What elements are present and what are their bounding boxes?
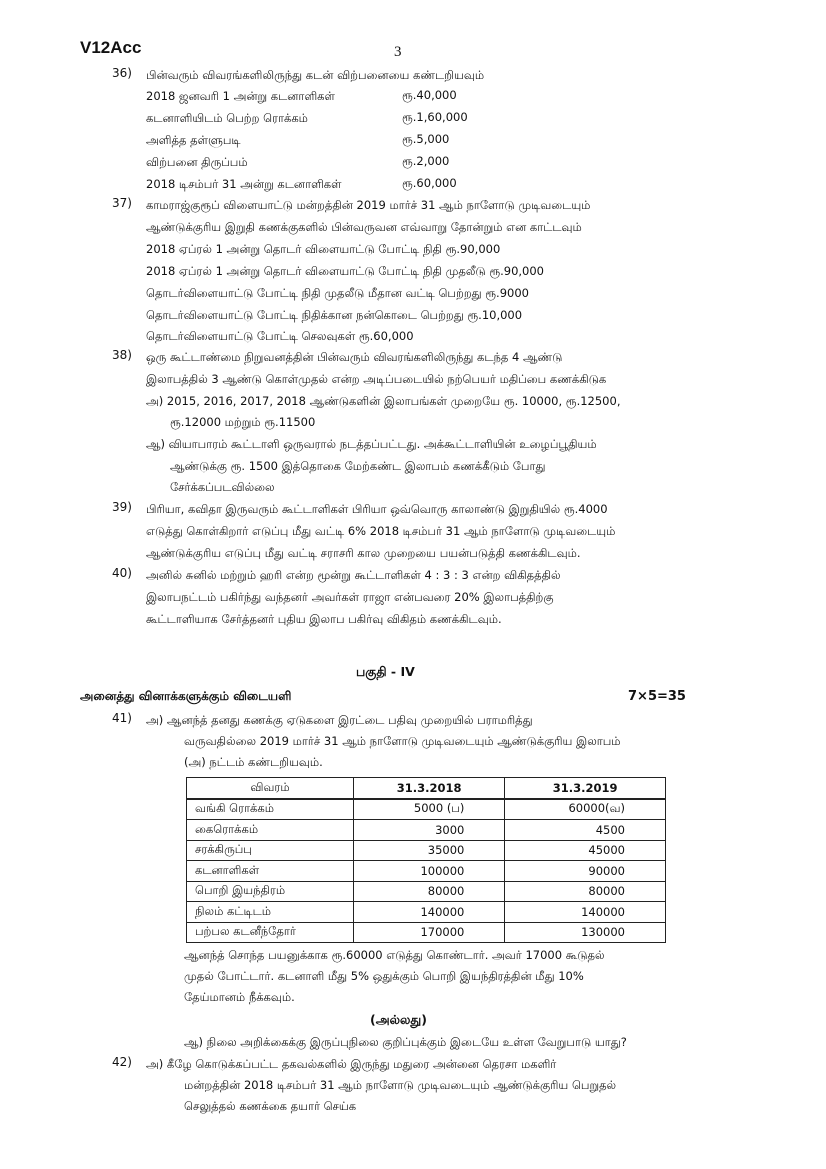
- table-row: [187, 902, 666, 923]
- q42-line: மன்றத்தின் 2018 டிசம்பர் 31 ஆம் நாளோடு முடிவடையும் ஆண்டுக்குரிய பெறுதல்: [184, 1078, 617, 1092]
- table-header-2018: 31.3.2018: [354, 778, 505, 799]
- q36-row-amount: ரூ.40,000: [402, 88, 457, 102]
- q41-line: (அ) நட்டம் கண்டறியவும்.: [184, 755, 323, 769]
- table-cell-value: 90000: [505, 861, 666, 882]
- q37-line: காமராஜ்குரூப் விளையாட்டு மன்றத்தின் 2019 மார்ச் 31 ஆம் நாளோடு முடிவடையும்: [146, 198, 591, 212]
- table-cell-value: 5000 (ப): [354, 799, 505, 820]
- table-row: [187, 861, 666, 882]
- table-cell-value: 3000: [354, 820, 505, 841]
- q37-line: 2018 ஏப்ரல் 1 அன்று தொடர் விளையாட்டு போட்டி நிதி முதலீடு ரூ.90,000: [146, 264, 545, 278]
- table-cell-label: சரக்கிருப்பு: [187, 840, 354, 861]
- q36-row-label: 2018 டிசம்பர் 31 அன்று கடனாளிகள்: [146, 177, 342, 191]
- table-header-row: [187, 778, 666, 799]
- table-cell-label: பொறி இயந்திரம்: [187, 881, 354, 902]
- table-row: [187, 840, 666, 861]
- q40-line: கூட்டாளியாக சேர்த்தனர் புதிய இலாப பகிர்வு விகிதம் கணக்கிடவும்.: [146, 612, 502, 626]
- table-cell-label: வங்கி ரொக்கம்: [187, 799, 354, 820]
- q36-intro: பின்வரும் விவரங்களிலிருந்து கடன் விற்பனையை கண்டறியவும்: [146, 68, 485, 82]
- q41-after-line: ஆனந்த் சொந்த பயனுக்காக ரூ.60000 எடுத்து கொண்டார். அவர் 17000 கூடுதல்: [184, 948, 605, 962]
- q39-line: ஆண்டுக்குரிய எடுப்பு மீது வட்டி சராசரி கால முறையை பயன்படுத்தி கணக்கிடவும்.: [146, 546, 581, 560]
- question-number-40: 40): [112, 566, 132, 580]
- table-cell-value: 35000: [354, 840, 505, 861]
- question-number-42: 42): [112, 1055, 132, 1069]
- q38-line: சேர்க்கப்படவில்லை: [170, 480, 275, 494]
- table-row: [187, 799, 666, 820]
- table-cell-value: 170000: [354, 922, 505, 943]
- table-cell-value: 60000(வ): [505, 799, 666, 820]
- q39-line: எடுத்து கொள்கிறார் எடுப்பு மீது வட்டி 6% 2018 டிசம்பர் 31 ஆம் நாளோடு முடிவடையும்: [146, 524, 616, 538]
- q38-line: ஒரு கூட்டாண்மை நிறுவனத்தின் பின்வரும் விவரங்களிலிருந்து கடந்த 4 ஆண்டு: [146, 350, 563, 364]
- q36-row-label: கடனாளியிடம் பெற்ற ரொக்கம்: [146, 111, 308, 125]
- q36-row-amount: ரூ.1,60,000: [402, 110, 468, 124]
- table-row: [187, 922, 666, 943]
- q40-line: அனில் சுனில் மற்றும் ஹரி என்ற மூன்று கூட்டாளிகள் 4 : 3 : 3 என்ற விகிதத்தில்: [146, 568, 561, 582]
- q41-line: வருவதில்லை 2019 மார்ச் 31 ஆம் நாளோடு முடிவடையும் ஆண்டுக்குரிய இலாபம்: [184, 734, 621, 748]
- table-cell-value: 45000: [505, 840, 666, 861]
- q41-after-line: தேய்மானம் நீக்கவும்.: [184, 990, 295, 1004]
- q38-line: ஆண்டுக்கு ரூ. 1500 இத்தொகை மேற்கண்ட இலாபம் கணக்கீடும் போது: [170, 459, 546, 473]
- question-number-36: 36): [112, 66, 132, 80]
- q41-line: அ) ஆனந்த் தனது கணக்கு ஏடுகளை இரட்டை பதிவு முறையில் பராமரித்து: [146, 713, 533, 727]
- q36-row-amount: ரூ.2,000: [402, 154, 450, 168]
- q39-line: பிரியா, கவிதா இருவரும் கூட்டாளிகள் பிரியா ஒவ்வொரு காலாண்டு இறுதியில் ரூ.4000: [146, 502, 608, 516]
- balance-table: [186, 777, 666, 943]
- table-cell-value: 130000: [505, 922, 666, 943]
- table-cell-value: 140000: [354, 902, 505, 923]
- table-header-2019: 31.3.2019: [505, 778, 666, 799]
- section-title: பகுதி - IV: [356, 664, 415, 679]
- q38-line: ரூ.12000 மற்றும் ரூ.11500: [170, 415, 316, 429]
- page-number: 3: [394, 44, 402, 60]
- section-instruction: அனைத்து வினாக்களுக்கும் விடையளி: [80, 689, 292, 703]
- q37-line: ஆண்டுக்குரிய இறுதி கணக்குகளில் பின்வருவன எவ்வாறு தோன்றும் என காட்டவும்: [146, 220, 582, 234]
- table-cell-label: பற்பல கடனீந்தோர்: [187, 922, 354, 943]
- q36-row-amount: ரூ.5,000: [402, 132, 450, 146]
- table-cell-value: 80000: [505, 881, 666, 902]
- q36-row-label: 2018 ஜனவரி 1 அன்று கடனாளிகள்: [146, 89, 335, 103]
- question-number-38: 38): [112, 348, 132, 362]
- q40-line: இலாபநட்டம் பகிர்ந்து வந்தனர் அவர்கள் ராஜா என்பவரை 20% இலாபத்திற்கு: [146, 590, 554, 604]
- q36-row-label: விற்பனை திருப்பம்: [146, 155, 248, 169]
- table-row: [187, 881, 666, 902]
- q37-line: தொடர்விளையாட்டு போட்டி நிதி முதலீடு மீதான வட்டி பெற்றது ரூ.9000: [146, 286, 529, 300]
- table-row: [187, 820, 666, 841]
- or-label: (அல்லது): [370, 1012, 427, 1027]
- table-cell-label: நிலம் கட்டிடம்: [187, 902, 354, 923]
- table-cell-value: 4500: [505, 820, 666, 841]
- table-cell-value: 80000: [354, 881, 505, 902]
- table-cell-label: கடனாளிகள்: [187, 861, 354, 882]
- q37-line: 2018 ஏப்ரல் 1 அன்று தொடர் விளையாட்டு போட்டி நிதி ரூ.90,000: [146, 242, 501, 256]
- q36-row-label: அளித்த தள்ளுபடி: [146, 133, 241, 147]
- q36-row-amount: ரூ.60,000: [402, 176, 457, 190]
- q38-line: இலாபத்தில் 3 ஆண்டு கொள்முதல் என்ற அடிப்படையில் நற்பெயர் மதிப்பை கணக்கிடுக: [146, 372, 607, 386]
- q41-after-line: முதல் போட்டார். கடனாளி மீது 5% ஒதுக்கும் பொறி இயந்திரத்தின் மீது 10%: [184, 969, 584, 983]
- q42-line: அ) கீழே கொடுக்கப்பட்ட தகவல்களில் இருந்து மதுரை அன்னை தெரசா மகளிர்: [146, 1057, 557, 1071]
- q38-line: ஆ) வியாபாரம் கூட்டாளி ஒருவரால் நடத்தப்பட்டது. அக்கூட்டாளியின் உழைப்பூதியம்: [146, 437, 597, 451]
- q41-alternative: ஆ) நிலை அறிக்கைக்கு இருப்புநிலை குறிப்புக்கும் இடையே உள்ள வேறுபாடு யாது?: [184, 1035, 627, 1049]
- table-cell-value: 100000: [354, 861, 505, 882]
- q42-line: செலுத்தல் கணக்கை தயார் செய்க: [184, 1099, 357, 1113]
- table-cell-label: கைரொக்கம்: [187, 820, 354, 841]
- q38-line: அ) 2015, 2016, 2017, 2018 ஆண்டுகளின் இலாபங்கள் முறையே ரூ. 10000, ரூ.12500,: [146, 394, 621, 408]
- table-header-particulars: விவரம்: [187, 778, 354, 799]
- question-number-39: 39): [112, 500, 132, 514]
- q37-line: தொடர்விளையாட்டு போட்டி செலவுகள் ரூ.60,000: [146, 329, 414, 343]
- question-number-41: 41): [112, 711, 132, 725]
- section-marks: 7×5=35: [628, 689, 686, 704]
- q37-line: தொடர்விளையாட்டு போட்டி நிதிக்கான நன்கொடை பெற்றது ரூ.10,000: [146, 308, 523, 322]
- table-cell-value: 140000: [505, 902, 666, 923]
- question-number-37: 37): [112, 196, 132, 210]
- paper-code: V12Acc: [80, 38, 142, 57]
